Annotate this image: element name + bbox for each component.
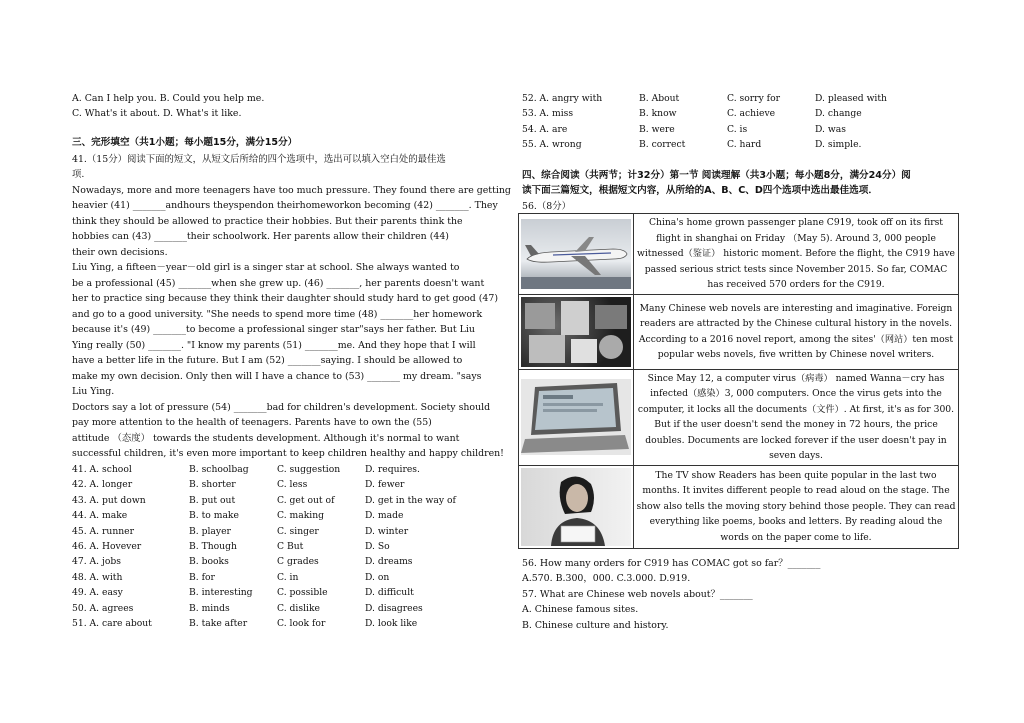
passage-line: her to practice sing because they think their daughter should study hard to get good (47) bbox=[72, 293, 498, 304]
option-c: C. dislike bbox=[277, 602, 320, 614]
option-b: B. schoolbag bbox=[189, 464, 249, 475]
option-c: C. get out of bbox=[277, 494, 335, 506]
option-d: D. dreams bbox=[365, 556, 413, 568]
option-b: B. About bbox=[639, 93, 680, 104]
q57-option-b: B. Chinese culture and history. bbox=[522, 620, 669, 631]
option-b: B. put out bbox=[189, 494, 236, 506]
option-d: D. simple. bbox=[815, 139, 862, 151]
novel-image-cell bbox=[519, 294, 634, 369]
reader-image-cell bbox=[519, 465, 634, 548]
plane-photo bbox=[521, 219, 631, 289]
passage-web-novels: Many Chinese web novels are interesting and imaginative. Foreign readers are attracted by the Chinese cultural history in the novels. According to a 2016 novel report, among the sites'（网站）ten most popular webs novels, five written by Chinese novel writers. bbox=[634, 294, 959, 369]
passage-line: successful children, it's even more important to keep children healthy and happy children! bbox=[72, 448, 504, 459]
option-b: B. to make bbox=[189, 510, 239, 522]
passage-line: Liu Ying, a fifteen－year－old girl is a singer star at school. She always wanted to bbox=[72, 262, 460, 273]
option-d: D. requires. bbox=[365, 464, 420, 475]
passage-line: be a professional (45) _______when she grew up. (46) _______, her parents doesn't want bbox=[72, 278, 485, 289]
option-b: B. shorter bbox=[189, 479, 236, 491]
option-a: 51. A. care about bbox=[72, 618, 152, 629]
section4-title: 四、综合阅读（共两节；计32分）第一节 阅读理解（共3小题；每小题8分，满分24分）阅 bbox=[522, 170, 911, 181]
passage-line: Doctors say a lot of pressure (54) _______bad for children's development. Society should bbox=[72, 402, 491, 413]
option-b: B. player bbox=[189, 525, 231, 537]
tv-show-photo bbox=[521, 468, 631, 546]
option-a: 47. A. jobs bbox=[72, 556, 121, 568]
passage-line: pay more attention to the health of teenagers. Parents have to own the (55) bbox=[72, 417, 432, 428]
reading-table bbox=[518, 213, 959, 549]
passage-line: Ying really (50) _______. "I know my parents (51) _______me. And they hope that I will bbox=[72, 340, 476, 351]
option-d: D. So bbox=[365, 541, 390, 552]
option-d: D. change bbox=[815, 108, 862, 120]
option-d: D. disagrees bbox=[365, 602, 423, 614]
option-a: 44. A. make bbox=[72, 510, 128, 522]
option-d: D. fewer bbox=[365, 479, 405, 491]
plane-icon bbox=[521, 219, 631, 289]
option-d: D. look like bbox=[365, 618, 418, 629]
option-a: 49. A. easy bbox=[72, 587, 123, 599]
option-c: C. possible bbox=[277, 587, 328, 599]
laptop-icon bbox=[521, 379, 631, 455]
option-d: D. difficult bbox=[365, 587, 414, 599]
reading-row bbox=[519, 214, 959, 295]
passage-line: hobbies can (43) _______their schoolwork. Her parents allow their children (44) bbox=[72, 231, 449, 242]
option-b: B. Though bbox=[189, 541, 237, 552]
option-a: 55. A. wrong bbox=[522, 139, 582, 151]
option-b: B. minds bbox=[189, 602, 230, 614]
passage-readers-show: The TV show Readers has been quite popular in the last two months. It invites different people to read aloud on the stage. The show also tells the moving story behind those people. They can read everything like poems, books and letters. By reading aloud the words on the paper come to life. bbox=[634, 465, 959, 548]
option-c: C grades bbox=[277, 556, 319, 568]
option-b: B. know bbox=[639, 108, 677, 120]
option-a: 45. A. runner bbox=[72, 525, 134, 537]
option-c: C But bbox=[277, 541, 304, 552]
q41-instruction: 41.（15分）阅读下面的短文，从短文后所给的四个选项中，选出可以填入空白处的最佳选 bbox=[72, 154, 446, 165]
collage-icon bbox=[521, 297, 631, 367]
option-c: C. less bbox=[277, 479, 308, 491]
passage-line: think they should be allowed to practice their hobbies. But their parents think the bbox=[72, 216, 463, 227]
option-c: C. making bbox=[277, 510, 325, 522]
option-c: C. achieve bbox=[727, 108, 776, 120]
reading-row bbox=[519, 369, 959, 465]
reading-row bbox=[519, 465, 959, 548]
q56-label: 56.（8分） bbox=[522, 201, 571, 212]
option-b: B. take after bbox=[189, 618, 248, 629]
option-c: C. look for bbox=[277, 618, 326, 629]
option-c: C. in bbox=[277, 571, 299, 583]
option-b: B. were bbox=[639, 123, 675, 135]
option-b: B. interesting bbox=[189, 587, 253, 599]
passage-computer-virus: Since May 12, a computer virus（病毒） named Wanna－cry has infected（感染）3, 000 computers. Once the virus gets into the computer, it locks all the documents（文件）. At first, it's as for 300. But if the user doesn't send the money in 72 hours, the price doubles. Documents are locked forever if the user doesn't pay in seven days. bbox=[634, 369, 959, 465]
q56-options: A.570. B.300，000. C.3.000. D.919. bbox=[522, 573, 691, 584]
laptop-photo bbox=[521, 379, 631, 455]
option-c: C. is bbox=[727, 123, 748, 135]
q40-options-line1: A. Can I help you. B. Could you help me. bbox=[72, 93, 265, 104]
option-d: D. get in the way of bbox=[365, 494, 456, 506]
plane-image-cell bbox=[519, 214, 634, 295]
option-b: B. for bbox=[189, 571, 215, 583]
option-c: C. hard bbox=[727, 139, 762, 151]
q40-options-line2: C. What's it about. D. What's it like. bbox=[72, 108, 242, 119]
section4-title-cont: 读下面三篇短文，根据短文内容，从所给的A、B、C、D四个选项中选出最佳选项． bbox=[522, 185, 878, 196]
passage-line: because it's (49) _______to become a professional singer star"says her father. But Liu bbox=[72, 324, 475, 335]
option-a: 54. A. are bbox=[522, 123, 568, 135]
reading-row bbox=[519, 294, 959, 369]
passage-line: Liu Ying. bbox=[72, 386, 115, 397]
q57-option-a: A. Chinese famous sites. bbox=[522, 604, 639, 615]
passage-line: heavier (41) _______andhours theyspendon theirhomeworkon becoming (42) _______. They bbox=[72, 200, 498, 211]
option-d: D. made bbox=[365, 510, 404, 522]
option-a: 52. A. angry with bbox=[522, 93, 603, 104]
option-b: B. correct bbox=[639, 139, 686, 151]
option-a: 50. A. agrees bbox=[72, 602, 134, 614]
option-d: D. pleased with bbox=[815, 93, 887, 104]
option-d: D. winter bbox=[365, 525, 409, 537]
option-c: C. suggestion bbox=[277, 464, 341, 475]
option-a: 41. A. school bbox=[72, 464, 132, 475]
option-a: 53. A. miss bbox=[522, 108, 574, 120]
person-reading-icon bbox=[521, 468, 631, 546]
option-a: 43. A. put down bbox=[72, 494, 146, 506]
option-a: 46. A. Hovever bbox=[72, 541, 142, 552]
option-c: C. singer bbox=[277, 525, 319, 537]
passage-line: make my own decision. Only then will I have a chance to (53) _______ my dream. "says bbox=[72, 371, 482, 382]
passage-line: their own decisions. bbox=[72, 247, 168, 258]
passage-line: attitude （态度） towards the students development. Although it's normal to want bbox=[72, 433, 460, 444]
passage-line: Nowadays, more and more teenagers have too much pressure. They found there are getting bbox=[72, 185, 511, 196]
passage-line: and go to a good university. "She needs to spend more time (48) _______her homework bbox=[72, 309, 483, 320]
passage-line: have a better life in the future. But I am (52) _______saying. I should be allowed to bbox=[72, 355, 463, 366]
computer-image-cell bbox=[519, 369, 634, 465]
option-a: 48. A. with bbox=[72, 571, 123, 583]
option-a: 42. A. longer bbox=[72, 479, 133, 491]
q56-question: 56. How many orders for C919 has COMAC got so far？_______ bbox=[522, 558, 821, 569]
option-d: D. was bbox=[815, 123, 846, 135]
q57-question: 57. What are Chinese web novels about？_______ bbox=[522, 589, 753, 600]
web-novel-photo bbox=[521, 297, 631, 367]
option-c: C. sorry for bbox=[727, 93, 781, 104]
option-d: D. on bbox=[365, 571, 390, 583]
passage-c919: China's home grown passenger plane C919, took off on its first flight in shanghai on Friday （May 5). Around 3, 000 people witnessed（鉴证） historic moment. Before the flight, the C919 have passed serious strict tests since November 2015. So far, COMAC has received 570 orders for the C919. bbox=[634, 214, 959, 295]
section3-title: 三、完形填空（共1小题；每小题15分，满分15分） bbox=[72, 137, 298, 148]
option-b: B. books bbox=[189, 556, 229, 568]
q41-instruction-cont: 项. bbox=[72, 169, 85, 180]
